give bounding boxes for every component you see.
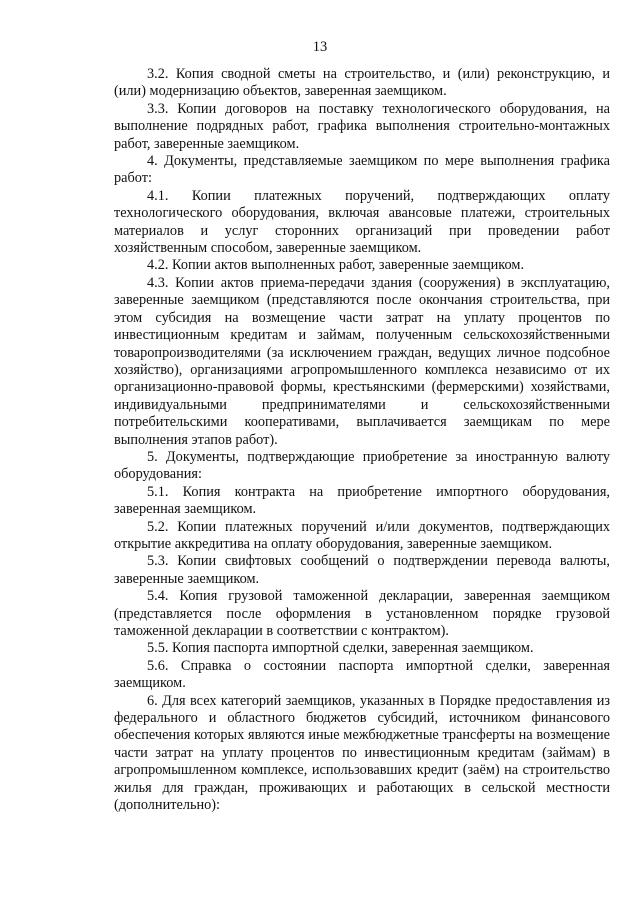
paragraph-5-3: 5.3. Копии свифтовых сообщений о подтверждении перевода валюты, заверенные заемщиком. — [114, 553, 610, 587]
paragraph-5: 5. Документы, подтверждающие приобретение за иностранную валюту оборудования: — [114, 448, 610, 483]
paragraph-3-2: 3.2. Копия сводной сметы на строительство, и (или) реконструкцию, и (или) модернизацию объектов, заверенная заемщиком. — [114, 66, 610, 100]
paragraph-5-5: 5.5. Копия паспорта импортной сделки, заверенная заемщиком. — [147, 640, 534, 657]
paragraph-4-2: 4.2. Копии актов выполненных работ, заверенные заемщиком. — [147, 257, 525, 274]
page-number: 13 — [312, 39, 328, 55]
paragraph-5-6: 5.6. Справка о состоянии паспорта импортной сделки, заверенная заемщиком. — [114, 657, 610, 692]
document-body — [114, 66, 610, 814]
paragraph-4: 4. Документы, представляемые заемщиком по мере выполнения графика работ: — [114, 153, 610, 187]
paragraph-5-2: 5.2. Копии платежных поручений и/или документов, подтверждающих открытие аккредитива на оплату оборудования, заверенные заемщиком. — [114, 518, 610, 552]
paragraph-4-3: 4.3. Копии актов приема-передачи здания (сооружения) в эксплуатацию, заверенные заемщиком (представляются после окончания строительства, при этом субсидия на возмещение части затрат на уплату процентов по инвестиционным кредитам и займам, полученным сельскохозяйственными товаропроизводителями (за исключением граждан, ведущих личное подсобное хозяйство), организациями агропромышленного комплекса независимо от их организационно-правовой формы, крестьянскими (фермерскими) хозяйствами, индивидуальными предпринимателями и сельскохозяйственными потребительскими кооперативами, выплачивается заемщикам по мере выполнения этапов работ). — [114, 274, 610, 448]
paragraph-5-1: 5.1. Копия контракта на приобретение импортного оборудования, заверенная заемщиком. — [114, 483, 610, 518]
paragraph-3-3: 3.3. Копии договоров на поставку технологического оборудования, на выполнение подрядных работ, графика выполнения строительно-монтажных работ, заверенные заемщиком. — [114, 100, 610, 152]
paragraph-6: 6. Для всех категорий заемщиков, указанных в Порядке предоставления из федерального и областного бюджетов субсидий, источником финансового обеспечения которых являются иные межбюджетные трансферты на возмещение части затрат на уплату процентов по инвестиционным кредитам (займам) в агропромышленном комплексе, использовавших кредит (заём) на строительство жилья для граждан, проживающих и работающих в сельской местности (дополнительно): — [114, 692, 610, 814]
paragraph-5-4: 5.4. Копия грузовой таможенной декларации, заверенная заемщиком (представляется после оформления в установленном порядке грузовой таможенной декларации в соответствии с контрактом). — [114, 588, 610, 639]
paragraph-4-1: 4.1. Копии платежных поручений, подтверждающих оплату технологического оборудования, включая авансовые платежи, строительных материалов и услуг сторонних организаций при проведении работ хозяйственным способом, заверенные заемщиком. — [114, 187, 610, 257]
